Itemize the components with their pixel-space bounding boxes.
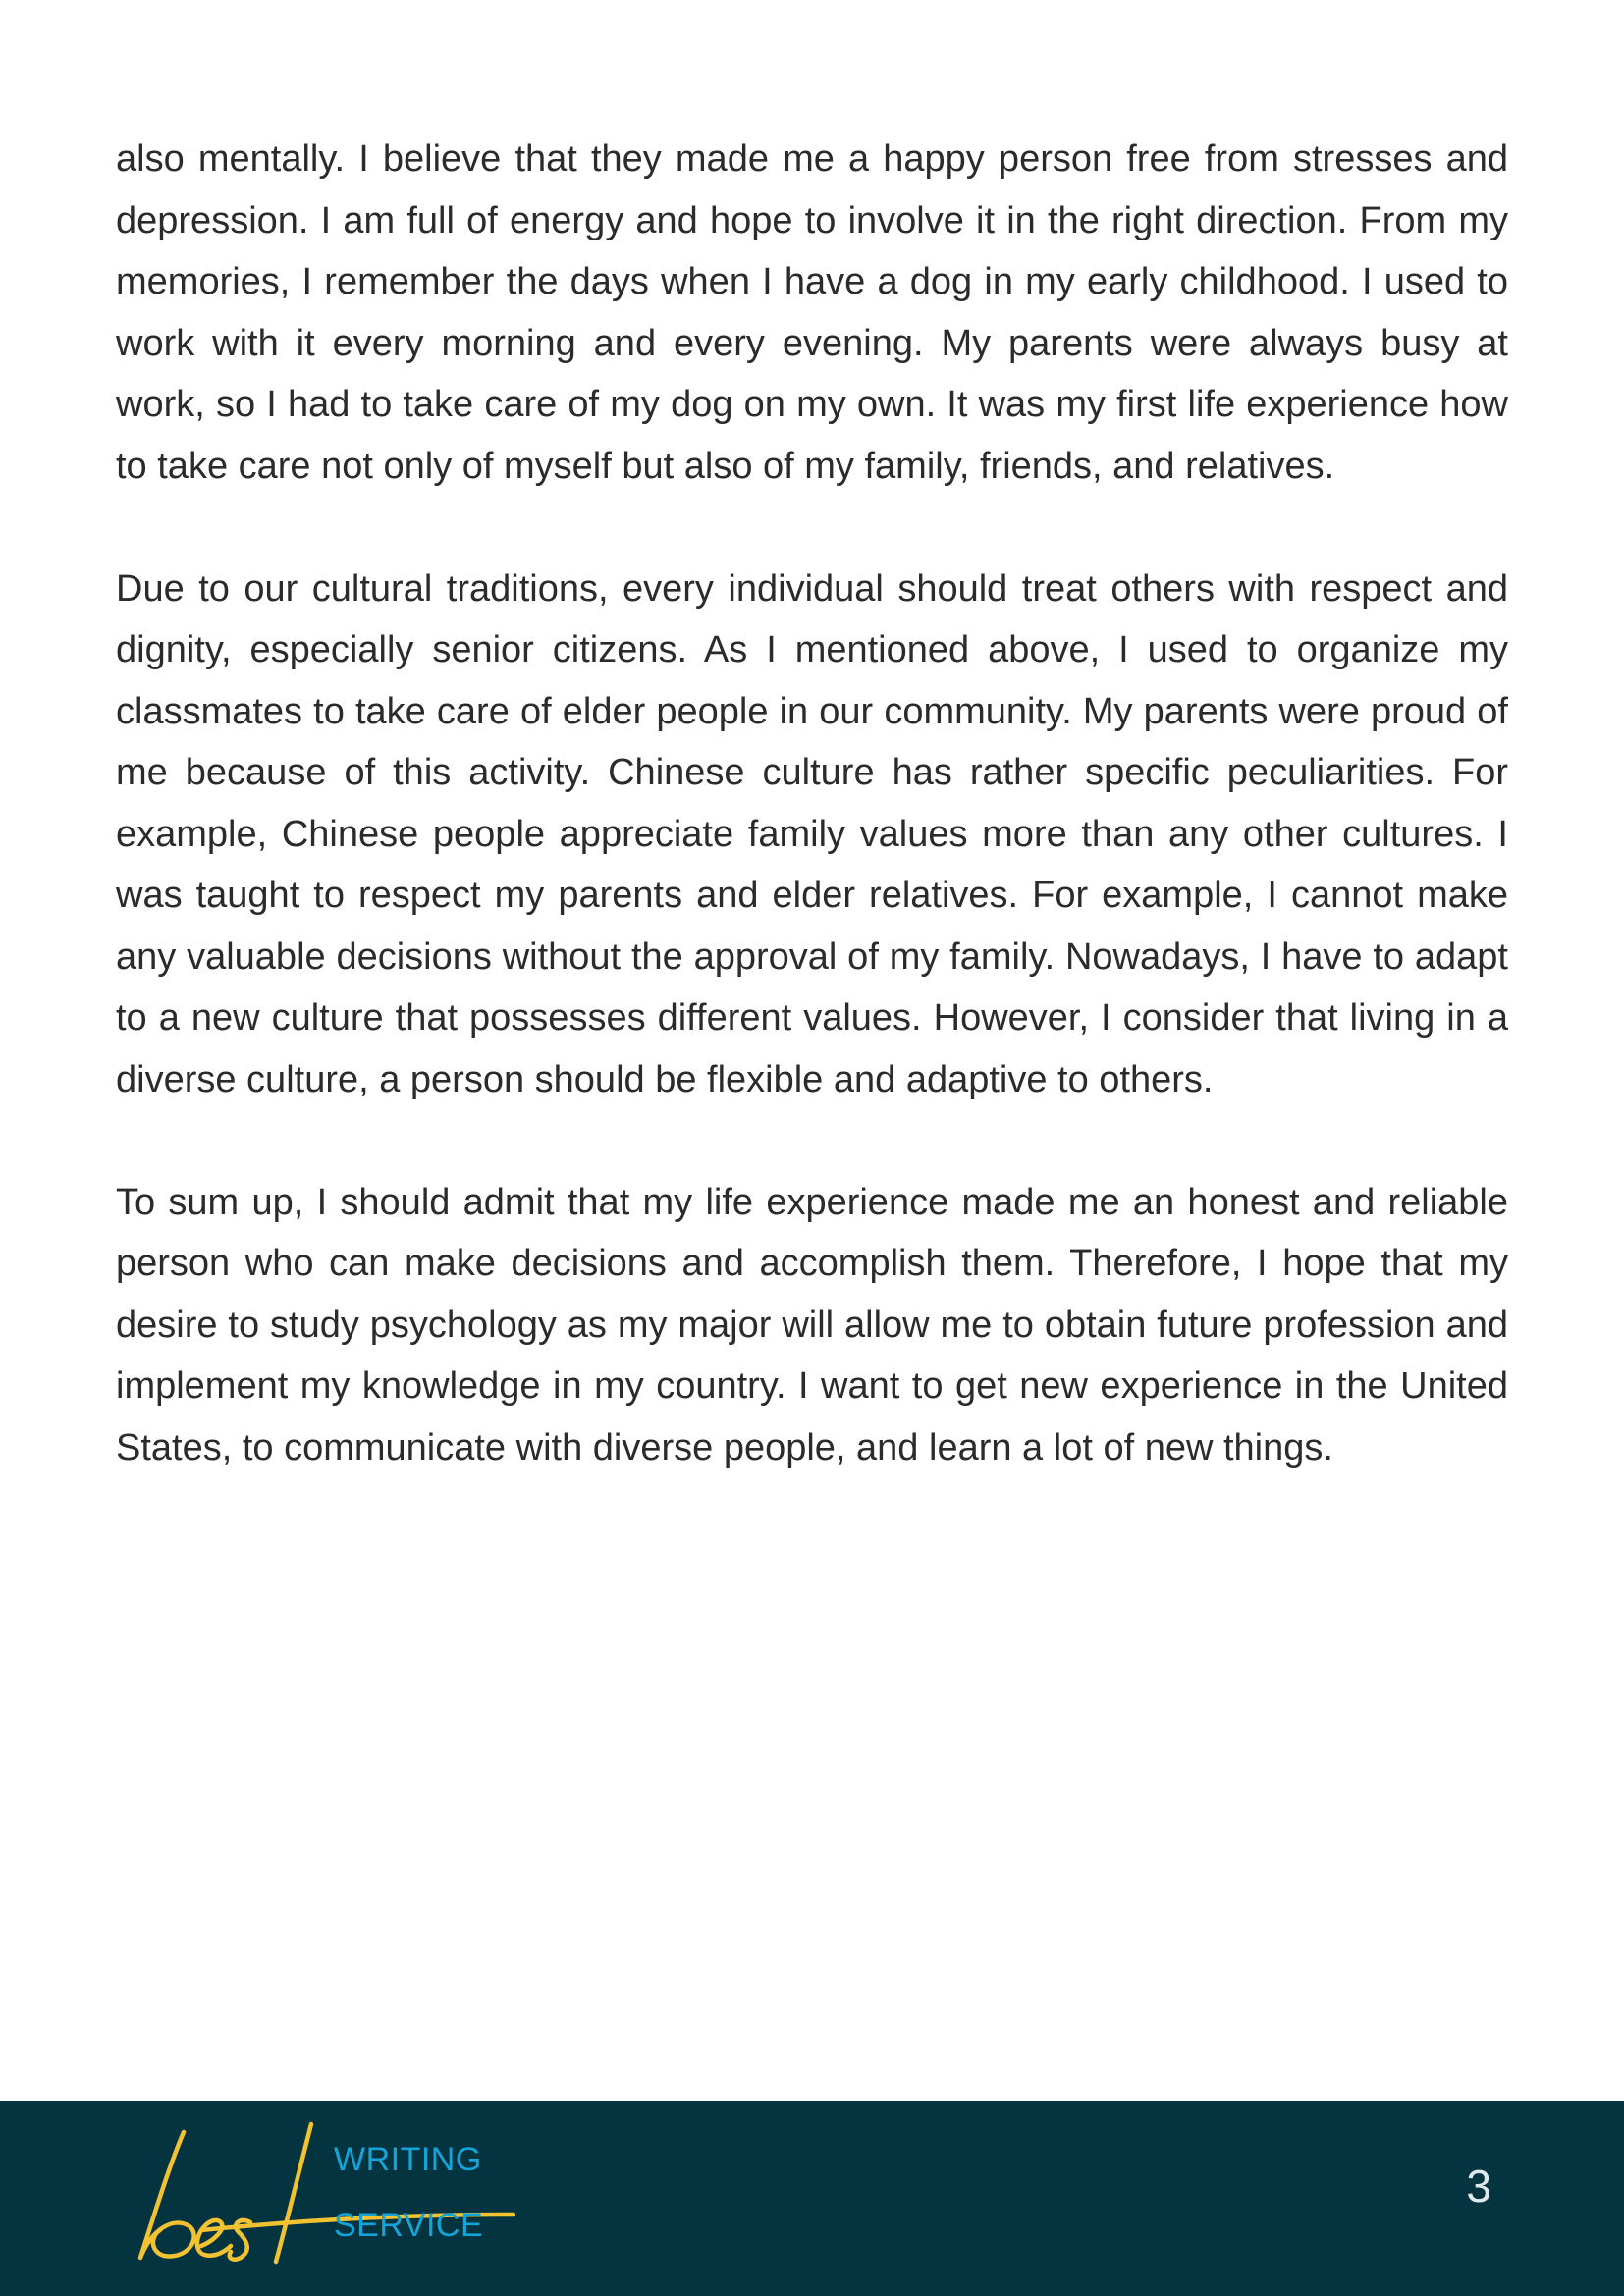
document-body: [116, 129, 1508, 1540]
paragraph-3: To sum up, I should admit that my life experience made me an honest and reliable person who can make decisions and accomplish them. Therefore, I hope that my desire to study psychology as my major will allow me to obtain future profession and implement my knowledge in my country. I want to get new experience in the United States, to communicate with diverse people, and learn a lot of new things.: [116, 1181, 1508, 1468]
paragraph-1: also mentally. I believe that they made me a happy person free from stresses and depression. I am full of energy and hope to involve it in the right direction. From my memories, I remember the days when I have a dog in my early childhood. I used to work with it every morning and every evening. My parents were always busy at work, so I had to take care of my dog on my own. It was my first life experience how to take care not only of myself but also of my family, friends, and relatives.: [116, 138, 1508, 487]
logo-word-service: SERVICE: [334, 2207, 484, 2244]
logo-word-writing: WRITING: [334, 2141, 482, 2178]
paragraph-2: Due to our cultural traditions, every individual should treat others with respect and dignity, especially senior citizens. As I mentioned above, I used to organize my classmates to take care of elder people in our community. My parents were proud of me because of this activity. Chinese culture has rather specific peculiarities. For example, Chinese people appreciate family values more than any other cultures. I was taught to respect my parents and elder relatives. For example, I cannot make any valuable decisions without the approval of my family. Nowadays, I have to adapt to a new culture that possesses different values. However, I consider that living in a diverse culture, a person should be flexible and adaptive to others.: [116, 567, 1508, 1100]
page-number: 3: [1466, 2161, 1491, 2212]
